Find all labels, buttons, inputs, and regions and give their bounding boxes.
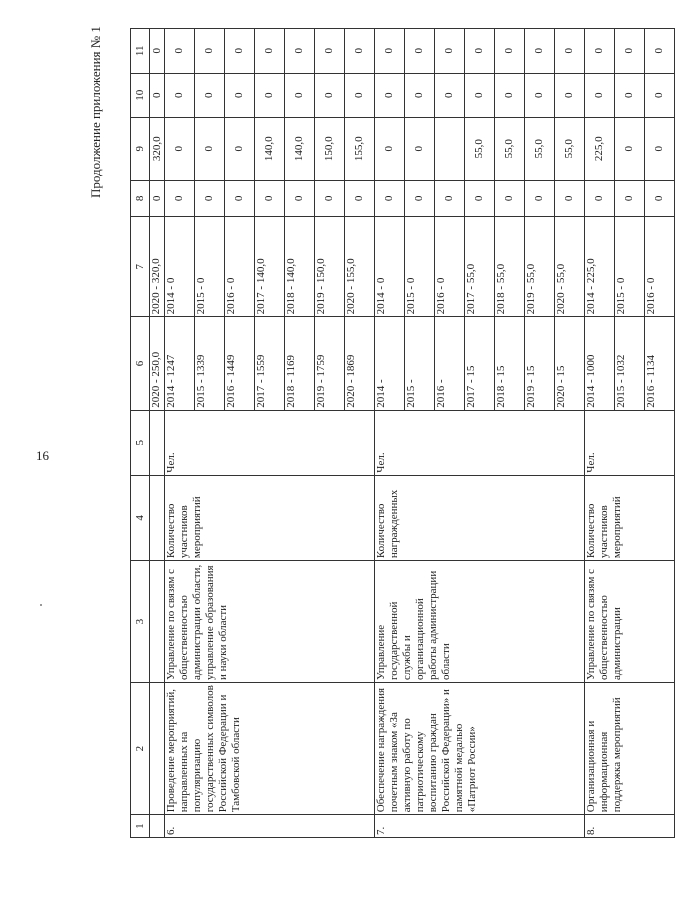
table-cell: 140,0 — [255, 117, 285, 180]
table-cell: 0 — [195, 117, 225, 180]
item-number: 8. — [585, 815, 675, 838]
table-cell: 0 — [225, 73, 255, 117]
table-cell: 0 — [375, 117, 405, 180]
appendix-caption: Продолжение приложения № 1 — [88, 26, 103, 198]
table-cell: 2019 - 1759 — [315, 317, 345, 410]
table-row — [165, 29, 195, 838]
table-cell: 0 — [165, 117, 195, 180]
table-cell: 0 — [345, 73, 375, 117]
table-cell: 2016 - 0 — [435, 217, 465, 317]
table-cell: 2018 - 15 — [495, 317, 525, 410]
table-cell: 2016 - 1449 — [225, 317, 255, 410]
table-cell: 2015 - 0 — [195, 217, 225, 317]
table-cell: 2014 - — [375, 317, 405, 410]
table-cell: 0 — [255, 29, 285, 74]
table-cell: 0 — [225, 180, 255, 216]
table-cell: 0 — [405, 29, 435, 74]
table-cell: 0 — [315, 73, 345, 117]
col-header: 4 — [131, 475, 150, 560]
item-name: Организационная и информационная поддержка мероприятий — [585, 683, 675, 815]
table-cell: 2020 - 155,0 — [345, 217, 375, 317]
table-cell: 0 — [555, 180, 585, 216]
table-cell: 0 — [150, 73, 165, 117]
table-cell: 2019 - 150,0 — [315, 217, 345, 317]
table-cell: 0 — [375, 29, 405, 74]
table-cell: 2016 - — [435, 317, 465, 410]
table-row — [375, 29, 405, 838]
table-cell: 2018 - 140,0 — [285, 217, 315, 317]
table-cell: 0 — [645, 180, 675, 216]
table-cell: 0 — [405, 180, 435, 216]
table-cell: 2020 - 55,0 — [555, 217, 585, 317]
item-number: 7. — [375, 815, 585, 838]
table-cell: 0 — [285, 73, 315, 117]
table-cell: 0 — [150, 180, 165, 216]
table-cell: 0 — [165, 73, 195, 117]
table-cell: 0 — [225, 117, 255, 180]
table-cell: 0 — [255, 73, 285, 117]
table-cell: 2014 - 225,0 — [585, 217, 615, 317]
table-cell: 0 — [615, 180, 645, 216]
table-cell: 2017 - 55,0 — [465, 217, 495, 317]
table-cell: 0 — [285, 29, 315, 74]
item-executor: Управление по связям с общественностью администрации области, управление образования и науки области — [165, 561, 375, 683]
table-cell: 0 — [165, 29, 195, 74]
table-cell — [435, 117, 465, 180]
table-cell: 2014 - 0 — [375, 217, 405, 317]
table-cell: 0 — [255, 180, 285, 216]
table-cell: 0 — [405, 117, 435, 180]
table-cell: 55,0 — [495, 117, 525, 180]
table-cell: 0 — [585, 73, 615, 117]
table-cell: 0 — [435, 73, 465, 117]
table-cell: 2016 - 1134 — [645, 317, 675, 410]
table-cell: 0 — [375, 73, 405, 117]
table-cell: 0 — [525, 29, 555, 74]
table-cell: 0 — [465, 180, 495, 216]
table-cell: 0 — [345, 180, 375, 216]
item-unit: Чел. — [375, 410, 585, 475]
table-cell: 55,0 — [525, 117, 555, 180]
page-number: 16 — [36, 448, 49, 463]
item-executor: Управление государственной службы и организационной работы администрации области — [375, 561, 585, 683]
table-row — [585, 29, 615, 838]
table-cell: 0 — [495, 180, 525, 216]
table-cell: 55,0 — [465, 117, 495, 180]
table-cell: 2017 - 15 — [465, 317, 495, 410]
column-number-row — [131, 29, 150, 838]
table-cell: 2016 - 0 — [225, 217, 255, 317]
table-cell: 0 — [435, 180, 465, 216]
table-cell: 0 — [435, 29, 465, 74]
item-name: Обеспечение награждения почетным знаком «За активную работу по патриотическому воспитанию граждан Российской Федерации» и памятной медалью «Патриот России» — [375, 683, 585, 815]
table-cell: 225,0 — [585, 117, 615, 180]
table-cell: 2020 - 15 — [555, 317, 585, 410]
col-header: 7 — [131, 217, 150, 317]
item-indicator: Количество награжденных — [375, 475, 585, 560]
table-cell: 2019 - 55,0 — [525, 217, 555, 317]
col-header: 9 — [131, 117, 150, 180]
table-cell: 2017 - 140,0 — [255, 217, 285, 317]
table-cell: 155,0 — [345, 117, 375, 180]
table-cell: 0 — [495, 29, 525, 74]
table-cell: 2014 - 0 — [165, 217, 195, 317]
item-number: 6. — [165, 815, 375, 838]
col-header: 1 — [131, 815, 150, 838]
table-cell: 150,0 — [315, 117, 345, 180]
col-header: 8 — [131, 180, 150, 216]
table-cell: 0 — [465, 29, 495, 74]
table-cell: 2018 - 55,0 — [495, 217, 525, 317]
table-cell: 0 — [150, 29, 165, 74]
table-cell: 2016 - 0 — [645, 217, 675, 317]
table-cell: 2020 - 250,0 — [150, 317, 165, 410]
table-cell: 0 — [225, 29, 255, 74]
table-cell: 2015 - 1032 — [615, 317, 645, 410]
rotated-table-sheet — [88, 26, 665, 838]
item-unit: Чел. — [585, 410, 675, 475]
table-cell: 0 — [555, 29, 585, 74]
table-cell: 320,0 — [150, 117, 165, 180]
carry-over-row — [150, 29, 165, 838]
col-header: 2 — [131, 683, 150, 815]
table-cell: 0 — [615, 29, 645, 74]
table-cell: 0 — [645, 73, 675, 117]
table-cell: 0 — [645, 29, 675, 74]
table-body — [150, 29, 675, 838]
table-cell: 0 — [315, 29, 345, 74]
item-executor: Управление по связям с общественностью администрации — [585, 561, 675, 683]
col-header: 11 — [131, 29, 150, 74]
table-cell: 0 — [345, 29, 375, 74]
item-unit: Чел. — [165, 410, 375, 475]
table-cell: 2017 - 1559 — [255, 317, 285, 410]
col-header: 5 — [131, 410, 150, 475]
table-cell: 0 — [615, 117, 645, 180]
table-cell: 0 — [555, 73, 585, 117]
table-cell: 0 — [375, 180, 405, 216]
table-cell: 0 — [585, 29, 615, 74]
table-cell: 0 — [615, 73, 645, 117]
col-header: 10 — [131, 73, 150, 117]
table-cell: 0 — [195, 73, 225, 117]
item-indicator: Количество участников мероприятий — [165, 475, 375, 560]
table-cell: 2015 - 0 — [615, 217, 645, 317]
table-cell: 2020 - 1869 — [345, 317, 375, 410]
scan-speck — [40, 604, 42, 606]
table-cell: 2015 - 1339 — [195, 317, 225, 410]
table-cell: 2018 - 1169 — [285, 317, 315, 410]
table-cell: 0 — [165, 180, 195, 216]
item-name: Проведение мероприятий, направленных на популяризацию государственных символов Российской Федерации и Тамбовской области — [165, 683, 375, 815]
table-cell: 0 — [645, 117, 675, 180]
table-cell: 2015 - 0 — [405, 217, 435, 317]
col-header: 6 — [131, 317, 150, 410]
table-cell: 0 — [405, 73, 435, 117]
table-cell: 2020 - 320,0 — [150, 217, 165, 317]
table-cell: 55,0 — [555, 117, 585, 180]
table-cell: 0 — [285, 180, 315, 216]
table-cell: 0 — [315, 180, 345, 216]
table-cell: 2014 - 1247 — [165, 317, 195, 410]
table-cell: 0 — [585, 180, 615, 216]
program-table — [130, 28, 675, 838]
table-cell: 140,0 — [285, 117, 315, 180]
col-header: 3 — [131, 561, 150, 683]
table-cell: 0 — [195, 180, 225, 216]
table-cell: 0 — [465, 73, 495, 117]
table-cell: 2019 - 15 — [525, 317, 555, 410]
table-cell: 0 — [525, 73, 555, 117]
table-cell: 0 — [525, 180, 555, 216]
table-cell: 2014 - 1000 — [585, 317, 615, 410]
table-cell: 0 — [495, 73, 525, 117]
table-cell: 2015 - — [405, 317, 435, 410]
item-indicator: Количество участников мероприятий — [585, 475, 675, 560]
table-cell: 0 — [195, 29, 225, 74]
